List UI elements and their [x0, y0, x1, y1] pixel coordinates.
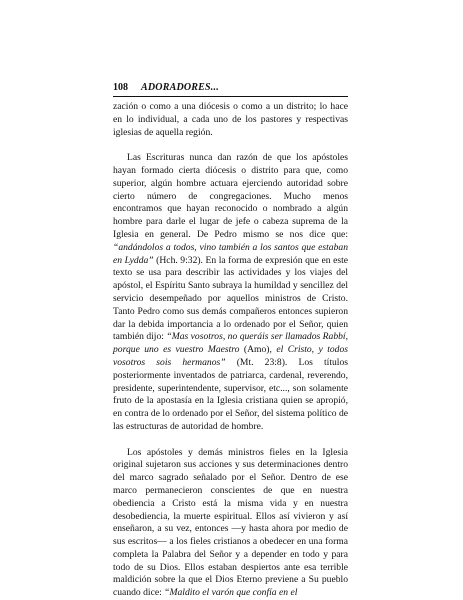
text-span: (Hch. 9:32). En la forma de expresión que en este texto se usa para describir las actividades y los viajes del apóstol, el Espíritu Santo subraya la humildad y sencillez del servicio desempeñado por aquellos ministros de Cristo. Tanto Pedro como sus demás compañeros entonces supieron dar la debida importancia a lo ordenado por el Señor, quien también dijo:: [113, 254, 348, 343]
text-span: zación o como a una diócesis o como a un distrito; lo hace en lo individual, a cada uno de los pastores y respectivas iglesias de aquella región.: [113, 101, 348, 138]
text-span: (Amo),: [239, 344, 277, 356]
header-rule: [113, 96, 348, 97]
book-title: ADORADORES...: [141, 82, 219, 93]
scripture-quote: “Mas vosotros, no queráis ser llamados Rabbí, porque uno es vuestro Maestro: [113, 331, 348, 356]
text-span: (Mt. 23:8). Los títulos posteriormente inventados de patriarca, cardenal, reverendo, presidente, superintendente, supervisor, etc..., son solamente fruto de la apostasía en la Iglesia cristiana quien se apropió, en contra de lo ordenado por el Señor, del sistema político de las estructuras de autoridad de hombre.: [113, 356, 349, 432]
scripture-quote: “andándolos a todos, vino también a los santos que estaban en Lydda”: [113, 241, 348, 266]
page-number: 108: [113, 82, 128, 93]
paragraph-2: [113, 152, 348, 434]
text-span: Los apóstoles y demás ministros fieles en la Iglesia original sujetaron sus acciones y sus determinaciones dentro del marco sagrado señalado por el Señor. Dentro de ese marco permanecieron conscientes de que en nuestra obediencia a Cristo está la misma vida y en nuestra desobediencia, la muerte espiritual. Ellos así vivieron y así enseñaron, a su vez, entonces —y hasta ahora por medio de sus escritos— a los fieles cristianos a obedecer en una forma completa la Palabra del Señor y a depender en todo y para todo de su Dios. Ellos estaban despiertos ante esa terrible maldición sobre la que el Dios Eterno previene a Su pueblo cuando dice:: [113, 446, 348, 599]
body-text: [113, 101, 348, 600]
scripture-quote: el Cristo, y todos vosotros sois hermanos”: [113, 344, 349, 368]
running-head: [113, 81, 348, 95]
text-span: Las Escrituras nunca dan razón de que los apóstoles hayan formado cierta diócesis o distrito para que, como superior, algún hombre actuara ejerciendo autoridad sobre cierto número de congregaciones. Mucho menos encontramos que hayan reconocido o nombrado a algún hombre para darle el lugar de jefe o cabeza suprema de la Iglesia en general. De Pedro mismo se nos dice que:: [113, 152, 348, 240]
paragraph-3: [113, 447, 348, 600]
scripture-quote: “Maldito el varón que confía en el: [164, 587, 298, 599]
paragraph-1: [113, 101, 348, 139]
